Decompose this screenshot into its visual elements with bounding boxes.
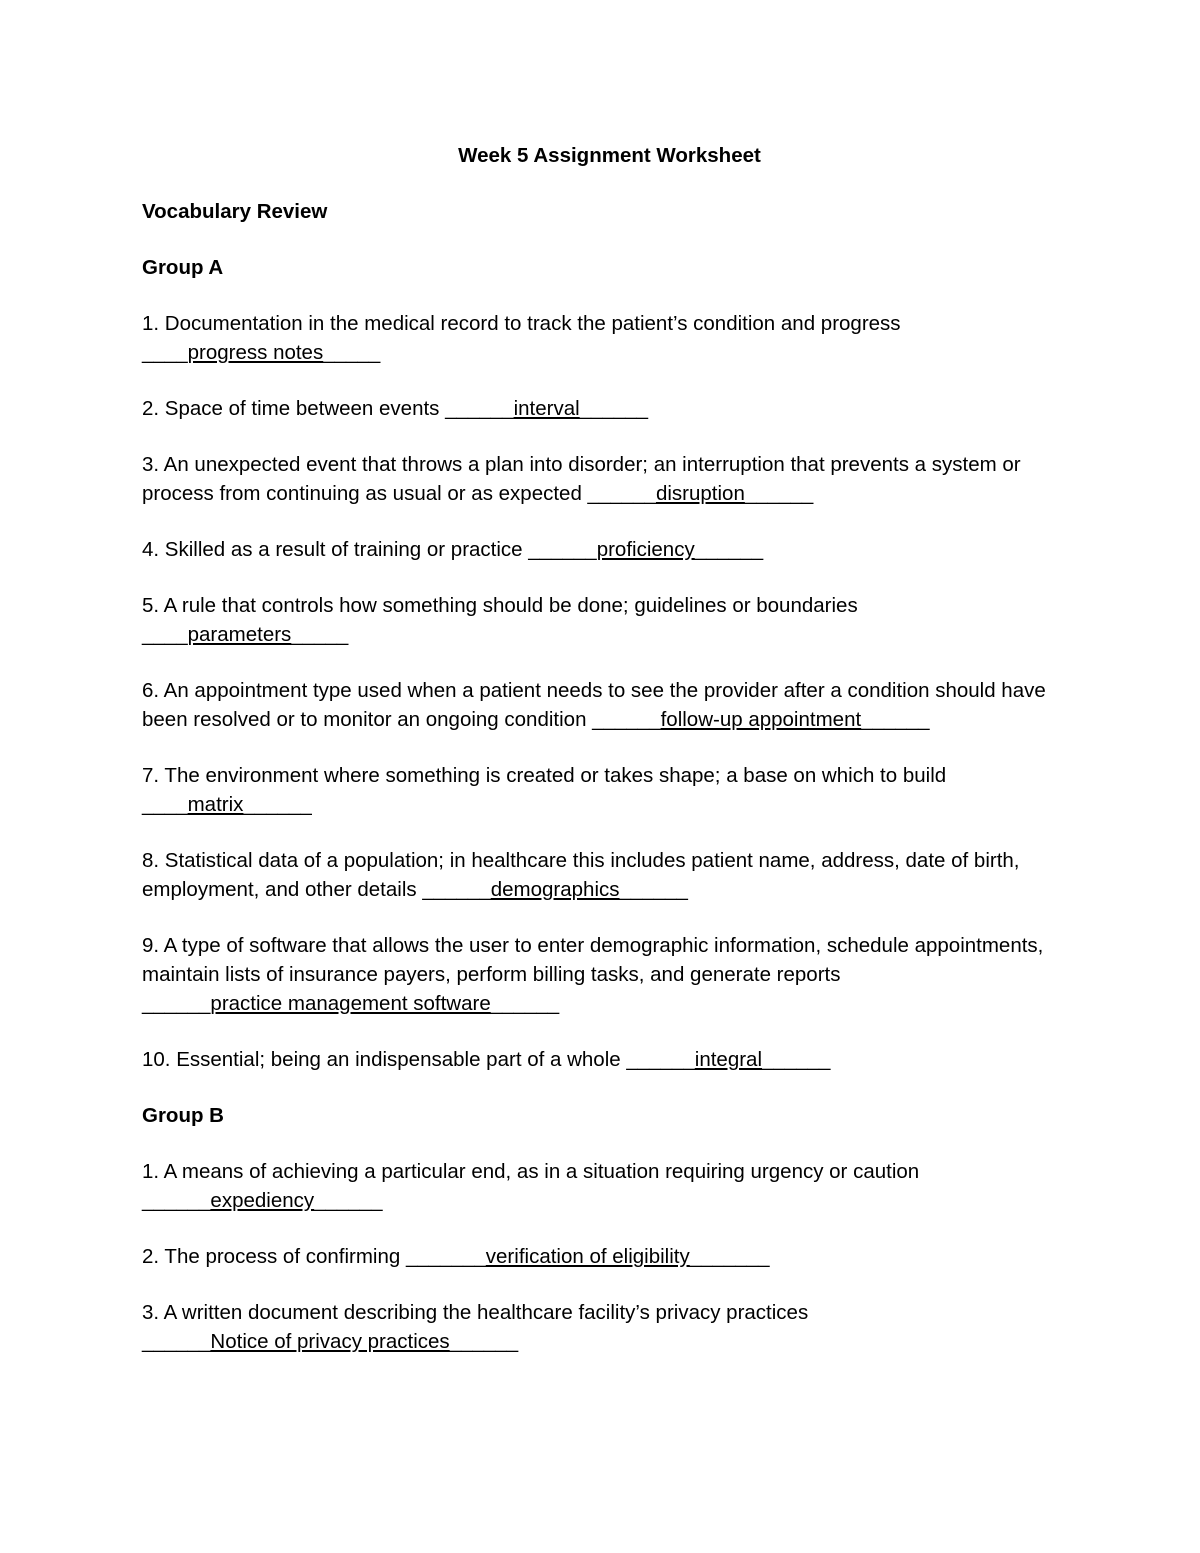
answer-text: follow-up appointment [660,708,862,731]
answer-text: interval [513,397,580,420]
question-text: 10. Essential; being an indispensable part of a whole [142,1048,627,1071]
group-a-item-6 [142,676,1067,734]
question-text: 3. A written document describing the healthcare facility’s privacy practices [142,1301,809,1324]
question-text: 3. An unexpected event that throws a plan into disorder; an interruption that prevents a system or process from continuing as usual or as expected [142,453,1021,505]
group-b-item-2 [142,1242,1067,1271]
group-a-item-4 [142,535,1067,564]
answer-blank-lead: ____ [142,793,188,816]
group-a-item-9 [142,931,1067,1018]
question-text: 2. Space of time between events [142,397,446,420]
group-a-item-1 [142,309,1067,367]
page-title: Week 5 Assignment Worksheet [458,144,761,167]
question-text: 2. The process of confirming [142,1245,406,1268]
worksheet-content [142,141,1067,1383]
question-text: 8. Statistical data of a population; in healthcare this includes patient name, address, date of birth, employment, and other details [142,849,1020,901]
group-a-item-8 [142,846,1067,904]
answer-blank-lead: ______ [142,992,211,1015]
answer-blank-trail: ______ [744,482,814,505]
question-text: 7. The environment where something is created or takes shape; a base on which to build [142,764,947,787]
answer-blank-lead: ______ [142,1330,211,1353]
section-heading: Vocabulary Review [142,200,328,223]
answer-text: matrix [187,793,244,816]
group-b-item-1 [142,1157,1067,1215]
answer-blank-lead: ______ [592,708,661,731]
answer-blank-trail: _______ [689,1245,770,1268]
answer-text: proficiency [596,538,695,561]
answer-blank-trail: _____ [291,623,349,646]
answer-blank-lead: ______ [422,878,491,901]
answer-blank-trail: ______ [619,878,688,901]
answer-blank-trail: ______ [861,708,930,731]
question-text: 9. A type of software that allows the user to enter demographic information, schedule appointments, maintain lists of insurance payers, perform billing tasks, and generate reports [142,934,1044,986]
answer-blank-lead: ______ [528,538,597,561]
group-a-item-3 [142,450,1067,508]
answer-blank-trail: ______ [694,538,764,561]
answer-blank-lead: ____ [142,623,188,646]
answer-blank-trail: ______ [449,1330,519,1353]
answer-text: expediency [210,1189,315,1212]
answer-blank-lead: ______ [626,1048,695,1071]
answer-blank-trail: _____ [323,341,381,364]
answer-blank-trail: ______ [314,1189,383,1212]
answer-text: integral [694,1048,763,1071]
answer-text: disruption [655,482,745,505]
answer-blank-lead: ______ [587,482,656,505]
answer-text: demographics [490,878,620,901]
question-text: 4. Skilled as a result of training or practice [142,538,529,561]
answer-blank-trail: ______ [490,992,560,1015]
group-a-heading: Group A [142,256,224,279]
question-text: 1. A means of achieving a particular end, as in a situation requiring urgency or caution [142,1160,920,1183]
answer-text: parameters [187,623,292,646]
question-text: 5. A rule that controls how something should be done; guidelines or boundaries [142,594,858,617]
question-text: 6. An appointment type used when a patient needs to see the provider after a condition should have been resolved or to monitor an ongoing condition [142,679,1046,731]
group-a-item-10 [142,1045,1067,1074]
group-b-item-3 [142,1298,1067,1356]
answer-text: progress notes [187,341,324,364]
answer-blank-lead: ______ [142,1189,211,1212]
group-a-item-2 [142,394,1067,423]
answer-text: Notice of privacy practices [210,1330,450,1353]
answer-blank-trail: ______ [243,793,312,816]
question-text: 1. Documentation in the medical record to track the patient’s condition and progress [142,312,901,335]
answer-blank-trail: ______ [762,1048,831,1071]
answer-blank-lead: ______ [445,397,514,420]
group-a-item-7 [142,761,1067,819]
answer-blank-lead: _______ [405,1245,486,1268]
answer-text: practice management software [210,992,491,1015]
answer-text: verification of eligibility [485,1245,690,1268]
answer-blank-lead: ____ [142,341,188,364]
group-a-item-5 [142,591,1067,649]
answer-blank-trail: ______ [579,397,649,420]
group-b-heading: Group B [142,1104,224,1127]
